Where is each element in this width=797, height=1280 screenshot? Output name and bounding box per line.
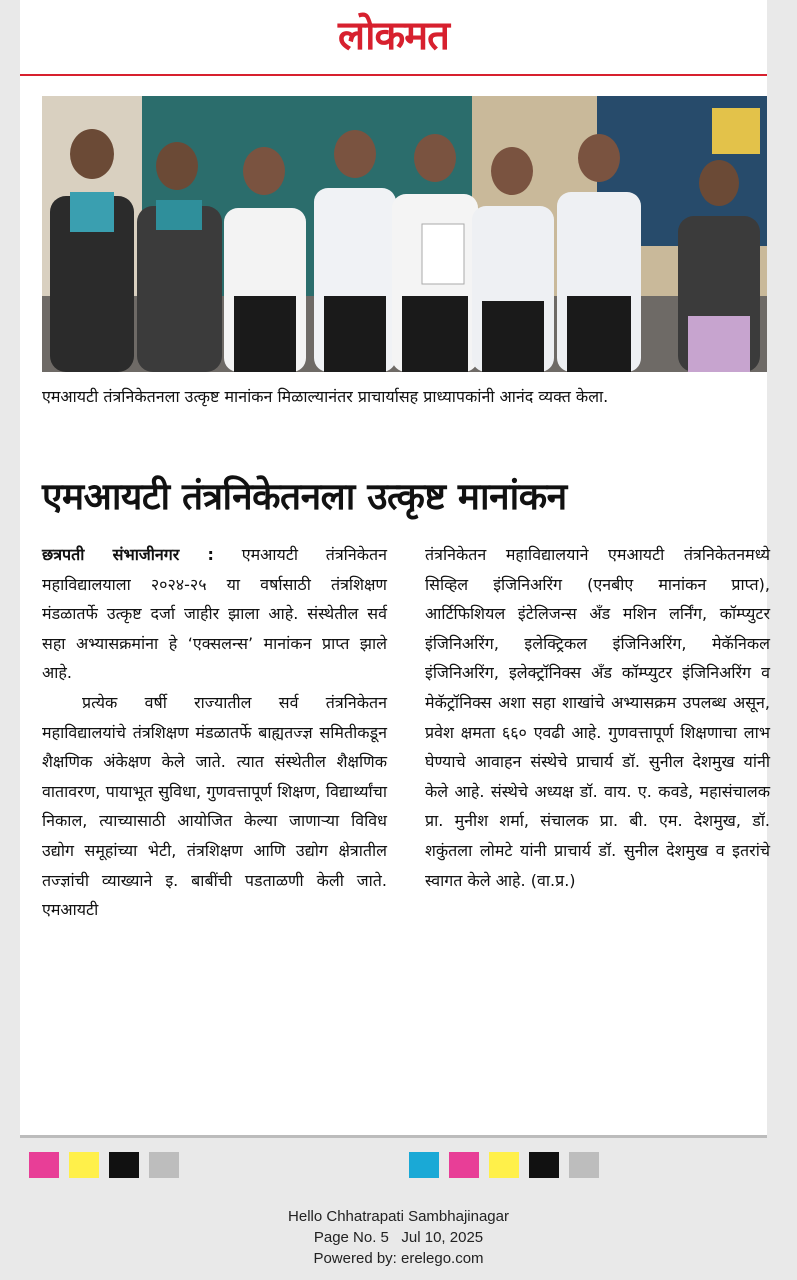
registration-marks-right xyxy=(409,1152,609,1178)
color-swatch xyxy=(449,1152,479,1178)
color-swatch xyxy=(489,1152,519,1178)
dateline: छत्रपती संभाजीनगर : xyxy=(42,545,214,564)
page-number-date: Page No. 5 Jul 10, 2025 xyxy=(313,1229,484,1246)
masthead xyxy=(20,0,767,76)
masthead-divider xyxy=(20,74,767,76)
article-paragraph-1 xyxy=(42,540,387,688)
color-swatch xyxy=(109,1152,139,1178)
newspaper-page xyxy=(20,0,770,1138)
color-swatch xyxy=(529,1152,559,1178)
color-swatch xyxy=(149,1152,179,1178)
group-photo-illustration xyxy=(42,96,767,372)
page-bottom-rule xyxy=(20,1135,767,1138)
article-column-right xyxy=(425,540,770,895)
color-swatch xyxy=(409,1152,439,1178)
paragraph-1-text: एमआयटी तंत्रनिकेतन महाविद्यालयाला २०२४-२५ या वर्षासाठी तंत्रशिक्षण मंडळातर्फे उत्कृष्ट दर्जा जाहीर झाला आहे. संस्थेतील सर्व सहा अभ्यासक्रमांना हे ‘एक्सलन्स’ मानांकन प्राप्त झाले आहे. xyxy=(42,545,387,683)
color-swatch xyxy=(29,1152,59,1178)
color-swatch xyxy=(569,1152,599,1178)
registration-marks-left xyxy=(29,1152,189,1178)
powered-by-link[interactable]: Powered by: erelego.com xyxy=(313,1250,484,1267)
article-column-left xyxy=(42,540,387,925)
lokmat-logo: लोकमत xyxy=(338,13,449,59)
epaper-footer xyxy=(0,1206,797,1269)
edition-name: Hello Chhatrapati Sambhajinagar xyxy=(288,1208,509,1225)
photo-caption: एमआयटी तंत्रनिकेतनला उत्कृष्ट मानांकन मिळाल्यानंतर प्राचार्यासह प्राध्यापकांनी आनंद व्यक्त केला. xyxy=(42,387,609,406)
news-photo xyxy=(42,96,767,372)
article-headline: एमआयटी तंत्रनिकेतनला उत्कृष्ट मानांकन xyxy=(42,475,567,518)
color-swatch xyxy=(69,1152,99,1178)
article-paragraph-3: तंत्रनिकेतन महाविद्यालयाने एमआयटी तंत्रनिकेतनमध्ये सिव्हिल इंजिनिअरिंग (एनबीए मानांकन प्राप्त), आर्टिफिशियल इंटेलिजन्स अँड मशिन लर्निंग, कॉम्प्युटर इंजिनिअरिंग, इलेक्ट्रिकल इंजिनिअरिंग, मेकॅनिकल इंजिनिअरिंग, इलेक्ट्रॉनिक्स अँड कॉम्प्युटर इंजिनिअरिंग व मेकॅट्रॉनिक्स अशा सहा शाखांचे अभ्यासक्रम उपलब्ध असून, प्रवेश क्षमता ६६० एवढी आहे. गुणवत्तापूर्ण शिक्षणाचा लाभ घेण्याचे आवाहन संस्थेचे प्राचार्य डॉ. सुनील देशमुख यांनी केले आहे. संस्थेचे अध्यक्ष डॉ. वाय. ए. कवडे, महासंचालक प्रा. मुनीश शर्मा, संचालक प्रा. बी. एम. देशमुख, डॉ. शकुंतला लोमटे यांनी प्राचार्य डॉ. सुनील देशमुख व इतरांचे स्वागत केले आहे. (वा.प्र.) xyxy=(425,545,770,890)
article-paragraph-2: प्रत्येक वर्षी राज्यातील सर्व तंत्रनिकेतन महाविद्यालयांचे तंत्रशिक्षण मंडळातर्फे बाह्यतज्ज्ञ समितीकडून शैक्षणिक अंकेक्षण केले जाते. त्यात संस्थेतील शैक्षणिक वातावरण, पायाभूत सुविधा, गुणवत्तापूर्ण शिक्षण, विद्यार्थ्यांचा निकाल, त्याच्यासाठी आयोजित केल्या जाणाऱ्या विविध उद्योग समूहांच्या भेटी, तंत्रशिक्षण आणि उद्योग क्षेत्रातील तज्ज्ञांची व्याख्याने इ. बाबींची पडताळणी केली जाते. एमआयटी xyxy=(42,692,387,920)
